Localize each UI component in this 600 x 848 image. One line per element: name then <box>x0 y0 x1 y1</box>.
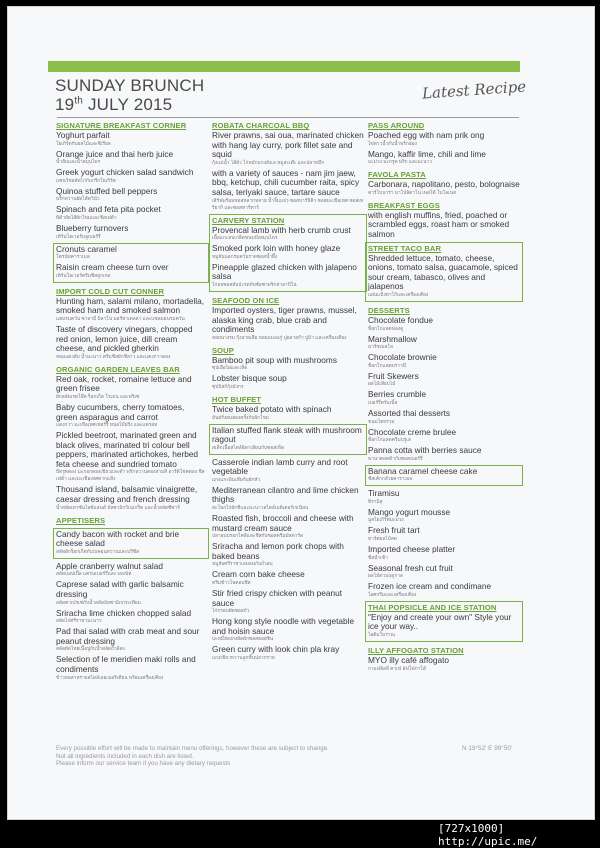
dish-name: Italian stuffed flank steak with mushroom ragout <box>212 424 362 445</box>
dish-name: River prawns, sai oua, marinated chicken with hang lay curry, pork fillet sate and squid <box>212 130 364 160</box>
menu-item <box>56 655 206 681</box>
dish-name-thai: ช็อกโกแลตครีมบรูเล่ <box>368 438 411 444</box>
dish-name: with english muffins, fried, poached or scrambled eggs, roast ham or smoked salmon <box>368 209 510 239</box>
menu-item <box>56 187 206 204</box>
dish-name: Blueberry turnovers <box>56 222 129 233</box>
menu-item <box>212 542 364 568</box>
dish-name: Quinoa stuffed bell peppers <box>56 185 158 196</box>
dish-name-thai: ไก่อบซอสสับปะรดกับซัลซ่าพริกฮาลาปิโน่ <box>212 282 297 288</box>
dish-name-thai: สะโพกไก่ผักชีและมะนาวสไตล์เมดิเตอร์เรเนียน <box>212 506 309 512</box>
section-heading: IMPORT COLD CUT CONNER <box>56 286 165 296</box>
dish-name: Mango yogurt mousse <box>368 506 451 517</box>
dish-name-thai: หมูสับศรีราชาเลมอนกับถั่วอบ <box>212 562 273 568</box>
menu-item <box>56 627 206 653</box>
menu-item <box>368 353 520 370</box>
dish-name: Banana caramel cheese cake <box>368 465 478 476</box>
disclaimer <box>56 745 386 768</box>
menu-item <box>368 390 520 407</box>
dish-name: Chocolate creme brulee <box>368 426 457 437</box>
dish-name-thai: ทิรามิสุ <box>368 499 383 505</box>
dish-name-thai: ช็อกโกแลตฟองดู <box>368 326 404 332</box>
dish-name: Stir fried crispy chicken with peanut sauce <box>212 588 343 608</box>
dish-name: Red oak, rocket, romaine lettuce and green frisee <box>56 373 192 394</box>
dish-name-thai: ชีสนำเข้า <box>368 555 388 561</box>
menu-block <box>368 646 520 673</box>
dish-name: Green curry with look chin pla kray <box>212 644 340 655</box>
section-heading: APPETISERS <box>56 515 106 525</box>
dish-name: Baby cucumbers, cherry tomatoes, green asparagus and carrot <box>56 401 185 422</box>
menu-item <box>56 325 206 361</box>
section-heading: HOT BUFFET <box>212 394 262 404</box>
dish-name: Mango, kaffir lime, chili and lime <box>368 148 486 159</box>
dish-name: with a variety of sauces - nam jim jaew, bbq, ketchup, chili cucumber raita, spicy salsa, teriyaki sauce, tartare sauce <box>212 167 360 197</box>
dish-name-thai: ไอติมโบราณ <box>368 633 395 639</box>
dish-name-thai: สลัดไก่ศรีราชามะนาว <box>56 619 102 625</box>
menu-item <box>368 508 520 525</box>
dish-name: Seasonal fresh cut fruit <box>368 562 453 573</box>
dish-name: Pickled beetroot, marinated green and black olives, marinated tri colour bell peppers, marinated artichokes, herbed feta cheese and sundried tomato <box>56 430 199 469</box>
dish-name-thai: สลัดแอปเปิ้ล แครนเบอร์รี่และวอลนัท <box>56 572 132 578</box>
dish-name-thai: สเต็กเนื้อสไตล์อิตาเลียนกับซอสเห็ด <box>212 445 285 451</box>
dish-name: Roasted fish, broccoli and cheese with mustard cream sauce <box>212 513 354 533</box>
menu-item <box>368 211 520 240</box>
dish-name: Imported cheese platter <box>368 544 456 555</box>
menu-column-3 <box>368 121 520 675</box>
dish-name-thai: ซุปเยื่อไผ่และเห็ด <box>212 366 248 372</box>
dish-name-thai: เทิร์นโอเวอร์บลูเบอร์รี่ <box>56 234 101 240</box>
dish-name-thai: หมูสันนอกรมควันราดซอสน้ำผึ้ง <box>212 254 278 260</box>
menu-item <box>56 580 206 606</box>
menu-item <box>56 150 206 167</box>
dish-name: Pad thai salad with crab meat and sour peanut dressing <box>56 626 200 646</box>
menu-item <box>212 374 364 391</box>
menu-item <box>368 428 520 445</box>
dish-name: Chocolate brownie <box>368 352 437 363</box>
menu-item <box>56 431 206 483</box>
dish-name-thai: แกงแกะอินเดียกับผักหัว <box>212 477 261 483</box>
dish-name-thai: พริกหวานยัดไส้ควินัว <box>56 197 100 203</box>
dish-name: Smoked pork loin with honey glaze <box>212 243 341 254</box>
featured-box <box>209 424 367 455</box>
menu-item <box>368 564 520 581</box>
dish-name: Imported oysters, tiger prawns, mussel, alaska king crab, blue crab and condiments <box>212 304 357 335</box>
dish-name: Marshmallow <box>368 333 417 344</box>
menu-item <box>212 645 364 662</box>
dish-name: Provencal lamb with herb crumb crust <box>212 224 351 235</box>
dish-name-thai: ผักสลัดเรดโอ๊ค ร็อกเก็ต โรเมน และฟริเซ่ <box>56 394 140 400</box>
menu-item <box>368 489 520 506</box>
menu-item <box>212 226 364 243</box>
disclaimer-line-1: Every possible effort will be made to maintain menu offerings, however these are subject to change. <box>56 745 329 752</box>
menu-item <box>368 446 520 463</box>
dish-name-thai: ผลไม้เสียบไม้ <box>368 382 396 388</box>
dish-name: Fresh fruit tart <box>368 525 420 536</box>
menu-item <box>212 263 364 289</box>
menu-column-2 <box>212 121 364 664</box>
menu-item <box>56 609 206 626</box>
menu-item <box>368 150 520 167</box>
location-coordinates: N 19°52' E 99°50' <box>462 745 513 752</box>
menu-item <box>56 297 206 323</box>
menu-item <box>56 530 206 556</box>
dish-name: Tiramisu <box>368 488 400 499</box>
dish-name-thai: คาร์โบนาร่า นาโปลิตาโน่ เพสโต้ โบโลเนส <box>368 190 456 196</box>
title-line-1: SUNDAY BRUNCH <box>55 76 205 95</box>
menu-block <box>56 562 206 682</box>
dish-name-thai: ทาร์ตผลไม้สด <box>368 537 397 543</box>
dish-name: Shredded lettuce, tomato, cheese, onions, tomato salsa, guacamole, spiced sour cream, tabasco, olives and jalapenos <box>368 252 518 292</box>
menu-item <box>368 180 520 197</box>
dish-name: Carbonara, napolitano, pesto, bolognaise <box>368 179 520 190</box>
featured-box <box>53 528 209 559</box>
menu-item <box>56 263 206 280</box>
menu-item <box>212 244 364 261</box>
dish-name-thai: มาร์ชเมลโล <box>368 345 393 351</box>
menu-item <box>212 426 364 452</box>
dish-name-thai: หอมแดงสับ น้ำมะนาว ครีมชีสผักชีลาว และแตงกวาดอง <box>56 354 171 360</box>
dish-name: Casserole indian lamb curry and root vegetable <box>212 456 348 477</box>
section-heading: SIGNATURE BREAKFAST CORNER <box>56 121 187 130</box>
dish-name-thai: ช็อกโกแลตบราวนี่ <box>368 363 406 369</box>
dish-name-thai: น้ำสลัดเทาซันไอซ์แลนด์ บัลซามิกวิเนเกร็ต และน้ำสลัดซีซาร์ <box>56 505 180 511</box>
menu-item <box>56 131 206 148</box>
dish-name-thai: สลัดผัดไทยเนื้อปูกับน้ำสลัดถั่วลิสง <box>56 647 125 653</box>
section-heading: THAI POPSICLE AND ICE STATION <box>368 602 497 612</box>
dish-name: Panna cotta with berries sauce <box>368 445 482 456</box>
dish-name-thai: เทิร์นโอเวอร์ครีมชีสลูกเกด <box>56 273 111 279</box>
watermark: [727x1000] http://upic.me/ <box>438 822 538 848</box>
header-divider <box>57 117 519 118</box>
dish-name: Hunting ham, salami milano, mortadella, smoked ham and smoked salmon <box>56 295 205 316</box>
dish-name: Pineapple glazed chicken with jalapeno salsa <box>212 261 357 282</box>
disclaimer-line-2: Not all ingredients included in each dish are listed. <box>56 752 194 760</box>
dish-name: Raisin cream cheese turn over <box>56 262 169 273</box>
section-heading: ROBATA CHARCOAL BBQ <box>212 121 310 130</box>
menu-item <box>212 570 364 587</box>
dish-name-thai: น้ำส้มและน้ำสมุนไพร <box>56 160 101 166</box>
dish-name-thai: มูสโยเกิร์ตมะม่วง <box>368 518 404 524</box>
menu-block <box>368 306 520 463</box>
menu-item <box>368 613 520 639</box>
menu-item <box>368 335 520 352</box>
dish-name: "Enjoy and create your own" Style your ice your way.. <box>368 611 512 632</box>
brand-logo: Latest Recipe <box>421 77 527 103</box>
menu-item <box>368 409 520 426</box>
dish-name-thai: แตงกวา มะเขือเทศเชอร์รี่ หน่อไม้ฝรั่ง และแครอท <box>56 423 158 429</box>
menu-block <box>56 287 206 526</box>
dish-name-thai: ชีสเค้กกล้วยคาราเมล <box>368 477 413 483</box>
dish-name-thai: เนื้อแกะอบเกล็ดขนมปังสมุนไพร <box>212 236 278 242</box>
dish-name: MYO illy café affogato <box>368 655 450 666</box>
section-heading: PASS AROUND <box>368 121 425 130</box>
section-heading: SOUP <box>212 345 234 355</box>
dish-name-thai: บีทรูทดอง มะกอกดองเขียวและดำ พริกหวานดองสามสี อาร์ติโชคดอง ชีสเฟต้า และมะเขือเทศตากแห้ง <box>56 470 205 483</box>
dish-name-thai: พานาคอตต้ากับซอสเบอร์รี่ <box>368 456 423 462</box>
title-line-2 <box>55 95 204 114</box>
section-heading: CARVERY STATION <box>212 215 285 225</box>
menu-column-1 <box>56 121 206 684</box>
dish-name-thai: แฮมรมควัน ซาลามี่ มิลาโน่ มอร์ทาเดลล่า และแซลมอนรมควัน <box>56 316 185 322</box>
dish-name: Cream corn bake cheese <box>212 569 305 580</box>
dish-name-thai: ผลไม้ตามฤดูกาล <box>368 574 403 580</box>
menu-block <box>56 121 206 241</box>
dish-name-thai: แกงเขียวหวานลูกชิ้นปลากราย <box>212 656 275 661</box>
dish-name-thai: กุ้งแม่น้ำ ไส้อั่ว ไก่หมักแกงฮังเล หมูสะเต๊ะ และปลาหมึก <box>212 160 325 166</box>
section-heading: ORGANIC GARDEN LEAVES BAR <box>56 364 180 374</box>
menu-item <box>368 467 520 484</box>
dish-name-thai: หอยนางรม กุ้งลายเสือ หอยแมลงภู่ ปูอลาสก้า ปูม้า และเครื่องเคียง <box>212 335 347 341</box>
dish-name-thai: ไอศกรีมและเครื่องเคียง <box>368 592 417 598</box>
menu-block <box>212 458 364 662</box>
dish-name-thai: โครนัทคาราเมล <box>56 255 90 261</box>
section-heading: SEAFOOD ON ICE <box>212 295 280 305</box>
dish-name: Frozen ice cream and condimane <box>368 581 492 592</box>
dish-name-thai: ไข่ดาวน้ำกับน้ำพริกอ่อง <box>368 141 417 147</box>
dish-name: Yoghurt parfait <box>56 130 110 140</box>
featured-box <box>365 242 523 302</box>
dish-name-thai: พิต้ายัดไส้ผักโขมและชีสเฟต้า <box>56 215 117 221</box>
menu-item <box>212 405 364 422</box>
menu-item <box>56 205 206 222</box>
dish-name-thai: ข้าวห่อสาหร่ายสไตล์เลอเมอริเดียน พร้อมเครื่องเคียง <box>56 675 164 681</box>
dish-name: Greek yogurt chicken salad sandwich <box>56 167 194 178</box>
menu-item <box>368 131 520 148</box>
dish-name-thai: ซุปบิสก์กุ้งมังกร <box>212 384 244 390</box>
dish-name: Fruit Skewers <box>368 370 419 381</box>
dish-name: Spinach and feta pita pocket <box>56 204 161 215</box>
header-accent-bar <box>48 61 520 72</box>
menu-item <box>368 372 520 389</box>
dish-name-thai: โยเกิร์ตกับผลไม้และซีเรียล <box>56 141 111 147</box>
menu-item <box>212 169 364 212</box>
dish-name: Selection of le meridien maki rolls and condiments <box>56 654 196 674</box>
dish-name: Apple cranberry walnut salad <box>56 560 163 571</box>
menu-block <box>212 121 364 212</box>
section-heading: DESSERTS <box>368 305 410 315</box>
dish-name-thai: ไก่กรอบผัดซอสถั่ว <box>212 609 250 615</box>
section-heading: BREAKFAST EGGS <box>368 200 440 210</box>
title-month-year: JULY 2015 <box>83 95 173 114</box>
section-heading: STREET TACO BAR <box>368 243 442 253</box>
dish-name: Bamboo pit soup with mushrooms <box>212 354 337 365</box>
dish-name: Thousand island, balsamic vinaigrette, caesar dressing and french dressing <box>56 484 198 505</box>
menu-item <box>56 562 206 579</box>
title-day-suffix: th <box>74 95 84 107</box>
menu-item <box>56 375 206 401</box>
title-day: 19 <box>55 95 75 114</box>
featured-box <box>53 243 209 283</box>
menu-item <box>212 356 364 373</box>
dish-name: Orange juice and thai herb juice <box>56 148 174 159</box>
dish-name-thai: กาแฟอิลลี่ คาเฟ่ อัฟโฟกาโต้ <box>368 666 426 672</box>
menu-item <box>212 617 364 643</box>
menu-item <box>56 485 206 511</box>
dish-name: Assorted thai desserts <box>368 407 451 418</box>
menu-item <box>368 656 520 673</box>
dish-name: Twice baked potato with spinach <box>212 403 332 414</box>
dish-name: Caprese salad with garlic balsamic dressing <box>56 579 184 600</box>
dish-name: Hong kong style noodle with vegetable and hoisin sauce <box>212 616 355 636</box>
dish-name: Sriracha and lemon pork chops with baked beans <box>212 541 344 561</box>
disclaimer-line-3: Please inform our service team if you have any dietary requests <box>56 760 231 768</box>
dish-name-thai: เสิร์ฟพร้อมซอสหลากหลาย น้ำจิ้มแจ่ว ซอสบาร์บีคิว ซอสมะเขือเทศ ซอสเทริยากิ และซอสทาร์ทาร์ <box>212 198 364 211</box>
dish-name-thai: มันฝรั่งอบสองครั้งกับผักโขม <box>212 415 270 421</box>
dish-name: Candy bacon with rocket and brie cheese salad <box>56 528 180 549</box>
dish-name: Sriracha lime chicken chopped salad <box>56 607 192 618</box>
dish-name: Berries crumble <box>368 389 427 400</box>
dish-name-thai: สลัดคาเปรเซ่กับน้ำสลัดบัลซามิกกระเทียม <box>56 600 141 606</box>
menu-item <box>368 316 520 333</box>
menu-block <box>368 121 520 240</box>
section-heading: FAVOLA PASTA <box>368 170 426 180</box>
menu-item <box>212 306 364 342</box>
dish-name-thai: ครีมข้าวโพดอบชีส <box>212 581 251 587</box>
featured-box <box>365 465 523 487</box>
dish-name-thai: บะหมี่ฮ่องกงผัดผักซอสฮอยซิน <box>212 637 274 643</box>
menu-block <box>212 296 364 422</box>
dish-name-thai: เบอร์รี่ครัมเบิ้ล <box>368 400 398 406</box>
dish-name: Poached egg with nam prik ong <box>368 130 485 140</box>
dish-name: Cronuts caramel <box>56 243 117 254</box>
featured-box <box>365 601 523 642</box>
menu-item <box>212 514 364 540</box>
menu-item <box>368 545 520 562</box>
menu-item <box>368 526 520 543</box>
menu-item <box>368 254 520 299</box>
dish-name: Mediterranean cilantro and lime chicken thighs <box>212 484 359 505</box>
menu-item <box>56 245 206 262</box>
menu-item <box>212 589 364 615</box>
section-heading: ILLY AFFOGATO STATION <box>368 646 464 656</box>
menu-item <box>212 131 364 167</box>
menu-block <box>368 489 520 599</box>
menu-item <box>212 486 364 512</box>
menu-item <box>368 582 520 599</box>
dish-name: Lobster bisque soup <box>212 373 287 384</box>
dish-name-thai: ปลาอบบรอกโคลีและชีสกับซอสครีมมัสตาร์ด <box>212 534 304 540</box>
dish-name-thai: แซนวิชสลัดไก่กับกรีกโยเกิร์ต <box>56 178 116 184</box>
menu-item <box>212 458 364 484</box>
dish-name-thai: มะม่วง มะกรูด พริก และมะนาว <box>368 160 432 166</box>
menu-item <box>56 168 206 185</box>
menu-item <box>56 224 206 241</box>
dish-name-thai: สลัดผักร็อกเก็ตกับเบคอนหวานและบรีชีส <box>56 549 139 555</box>
menu-item <box>56 403 206 429</box>
dish-name: Chocolate fondue <box>368 314 434 325</box>
page-title <box>55 76 204 114</box>
featured-box <box>209 214 367 292</box>
dish-name-thai: แผ่นแป้งทาโก้และเครื่องเคียง <box>368 292 429 298</box>
dish-name-thai: ขนมไทยรวม <box>368 419 395 425</box>
dish-name: Taste of discovery vinegars, chopped red onion, lemon juice, dill cream cheese, and pickled gherkin <box>56 323 193 354</box>
